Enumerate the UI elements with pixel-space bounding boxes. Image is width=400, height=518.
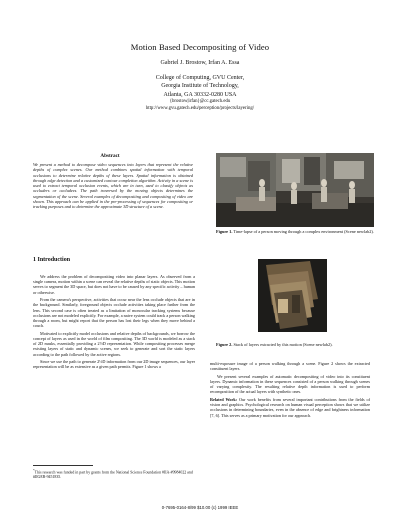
project-url: http://www.gvu.gatech.edu/perception/projects/layering/ <box>145 105 255 111</box>
related-work-text: Our work benefits from several important contributions from the fields of vision and graphics. Psychological research on human visual perception shows that we utilize occlusions in determining boundaries, even in the absence of edge and brightness information [7, 6]. This serves as a primary motivation for our approach. <box>210 397 370 418</box>
footnote-marker: * <box>33 468 35 472</box>
footnote <box>33 468 195 480</box>
intro-paragraph: From the camera's perspective, activities that occur near the lens occlude objects that are in the background. Similarly, foreground objects occlude activities taking place farther from the lens. This second case is often treated as a limitation of monocular tracking systems because occlusions are not modeled explicitly. For example, a naive system could track a person walking through a room, but might report that the person has lost their legs when they move behind a couch. <box>33 297 195 329</box>
abstract-heading: Abstract <box>100 153 120 159</box>
figure-1-caption <box>216 229 376 234</box>
footnote-rule <box>33 465 93 466</box>
paper-authors: Gabriel J. Brostow, Irfan A. Essa <box>160 60 240 66</box>
related-work-label: Related Work: <box>210 397 238 402</box>
figure-1-text: Time-lapse of a person moving through a complex environment (Scene newlab2). <box>233 229 374 234</box>
figure-2-label: Figure 2. <box>216 342 233 347</box>
figure-2-caption <box>216 342 376 347</box>
copyright-footer: 0-7695-0164-8/99 $10.00 (c) 1999 IEEE <box>161 505 239 510</box>
section-heading-introduction: 1 Introduction <box>33 257 71 263</box>
figure-1-label: Figure 1. <box>216 229 233 234</box>
affiliation-line: College of Computing, GVU Center, <box>155 75 245 81</box>
intro-paragraph: multi-exposure image of a person walking through a scene. Figure 2 shows the extracted constituent layers. <box>210 361 370 372</box>
intro-paragraph: We present several examples of automatic decompositing of video into its constituent layers. Dynamic information in these sequences consisted of a person walking through scenes of varying complexity. The resulting relative depth information is used to perform recomposition of the actual layers with synthetic ones. <box>210 373 370 395</box>
introduction-right-column <box>210 361 370 420</box>
figure-2-image <box>258 259 327 332</box>
footnote-text: This research was funded in part by grants from the National Science Foundation #IIA-#9984022 and #IIGER-9451835. <box>33 470 193 480</box>
abstract-text: We present a method to decompose video sequences into layers that represent the relative depths of complex scenes. Our method combines spatial information with temporal occlusions to determine relative depths of these layers. Spatial information is obtained through edge detection and a customized contour completion algorithm. Activity in a scene is used to extract temporal occlusion events, which are in turn, used to classify objects as occluders or occludees. The path traversed by the moving objects determines the segmentation of the scene. Several examples of decompositing and compositing of video are shown. This approach can be applied in the pre-processing of sequences for compositing or tracking purposes and to determine the approximate 3D structure of a scene. <box>33 162 193 209</box>
intro-paragraph: Since we use the path to generate 2½D information from our 2D image sequences, our layer representation will be as extensive as a given path permits. Figure 1 shows a <box>33 359 195 370</box>
introduction-left-column <box>33 274 195 372</box>
figure-2-text: Stack of layers extracted by this motion (Scene newlab2). <box>233 342 333 347</box>
affiliation-line: Georgia Institute of Technology, <box>161 83 239 90</box>
affiliation-line: Atlanta, GA 30332-0280 USA <box>163 91 237 98</box>
intro-paragraph: Motivated to explicitly model occlusions and relative depths of backgrounds, we borrow the concept of layers as used in the world of film compositing. The 3D world is modeled as a stack of 2D masks, essentially providing a 2½D representation. While compositing processes merge existing layers of static and dynamic scenes, we seek to generate and sort the static layers according to the path followed by the active regions. <box>33 330 195 357</box>
related-work-paragraph <box>210 397 370 418</box>
intro-paragraph: We address the problem of decompositing video into planar layers. As observed from a single camera, motion within a scene can reveal the relative depths of static objects. This motion serves to segment the 3D space, but does not have to be caused by any specific activity – human or otherwise. <box>33 274 195 295</box>
affiliation-block <box>0 74 400 112</box>
paper-title: Motion Based Decompositing of Video <box>130 42 270 52</box>
figure-1-image <box>216 153 374 227</box>
author-email: {brostow|irfan}@cc.gatech.edu <box>169 99 231 105</box>
